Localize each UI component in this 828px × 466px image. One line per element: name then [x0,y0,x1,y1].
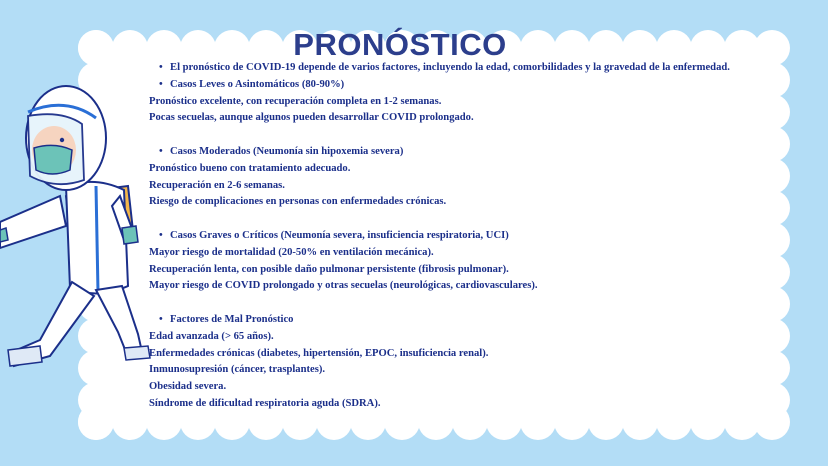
section-line: Riesgo de complicaciones en personas con enfermedades crónicas. [149,196,447,208]
section-line: Edad avanzada (> 65 años). [149,330,274,342]
section-heading: • Factores de Mal Pronóstico [149,312,739,329]
section-line: Recuperación lenta, con posible daño pulmonar persistente (fibrosis pulmonar). [149,263,509,275]
intro-bullet: • El pronóstico de COVID-19 depende de varios factores, incluyendo la edad, comorbilidades y la gravedad de la enfermedad. [149,60,739,77]
spacer [149,211,739,228]
spacer [149,127,739,144]
page-title: PRONÓSTICO [293,27,507,62]
section-line: Pronóstico bueno con tratamiento adecuado. [149,162,351,174]
section-heading: • Casos Graves o Críticos (Neumonía severa, insuficiencia respiratoria, UCI) [149,228,739,245]
section-heading: • Casos Moderados (Neumonía sin hipoxemia severa) [149,144,739,161]
section-line: Pocas secuelas, aunque algunos pueden desarrollar COVID prolongado. [149,112,474,124]
spacer [149,295,739,312]
section-line: Mayor riesgo de mortalidad (20-50% en ventilación mecánica). [149,246,434,258]
content-body [149,60,739,413]
section-line: Inmunosupresión (cáncer, trasplantes). [149,364,325,376]
section-heading: • Casos Leves o Asintomáticos (80-90%) [149,77,739,94]
section-line: Pronóstico excelente, con recuperación completa en 1-2 semanas. [149,95,442,107]
section-line: Recuperación en 2-6 semanas. [149,179,285,191]
section-line: Enfermedades crónicas (diabetes, hipertensión, EPOC, insuficiencia renal). [149,347,489,359]
section-line: Síndrome de dificultad respiratoria aguda (SDRA). [149,397,381,409]
section-line: Obesidad severa. [149,381,227,393]
section-line: Mayor riesgo de COVID prolongado y otras secuelas (neurológicas, cardiovasculares). [149,280,538,292]
